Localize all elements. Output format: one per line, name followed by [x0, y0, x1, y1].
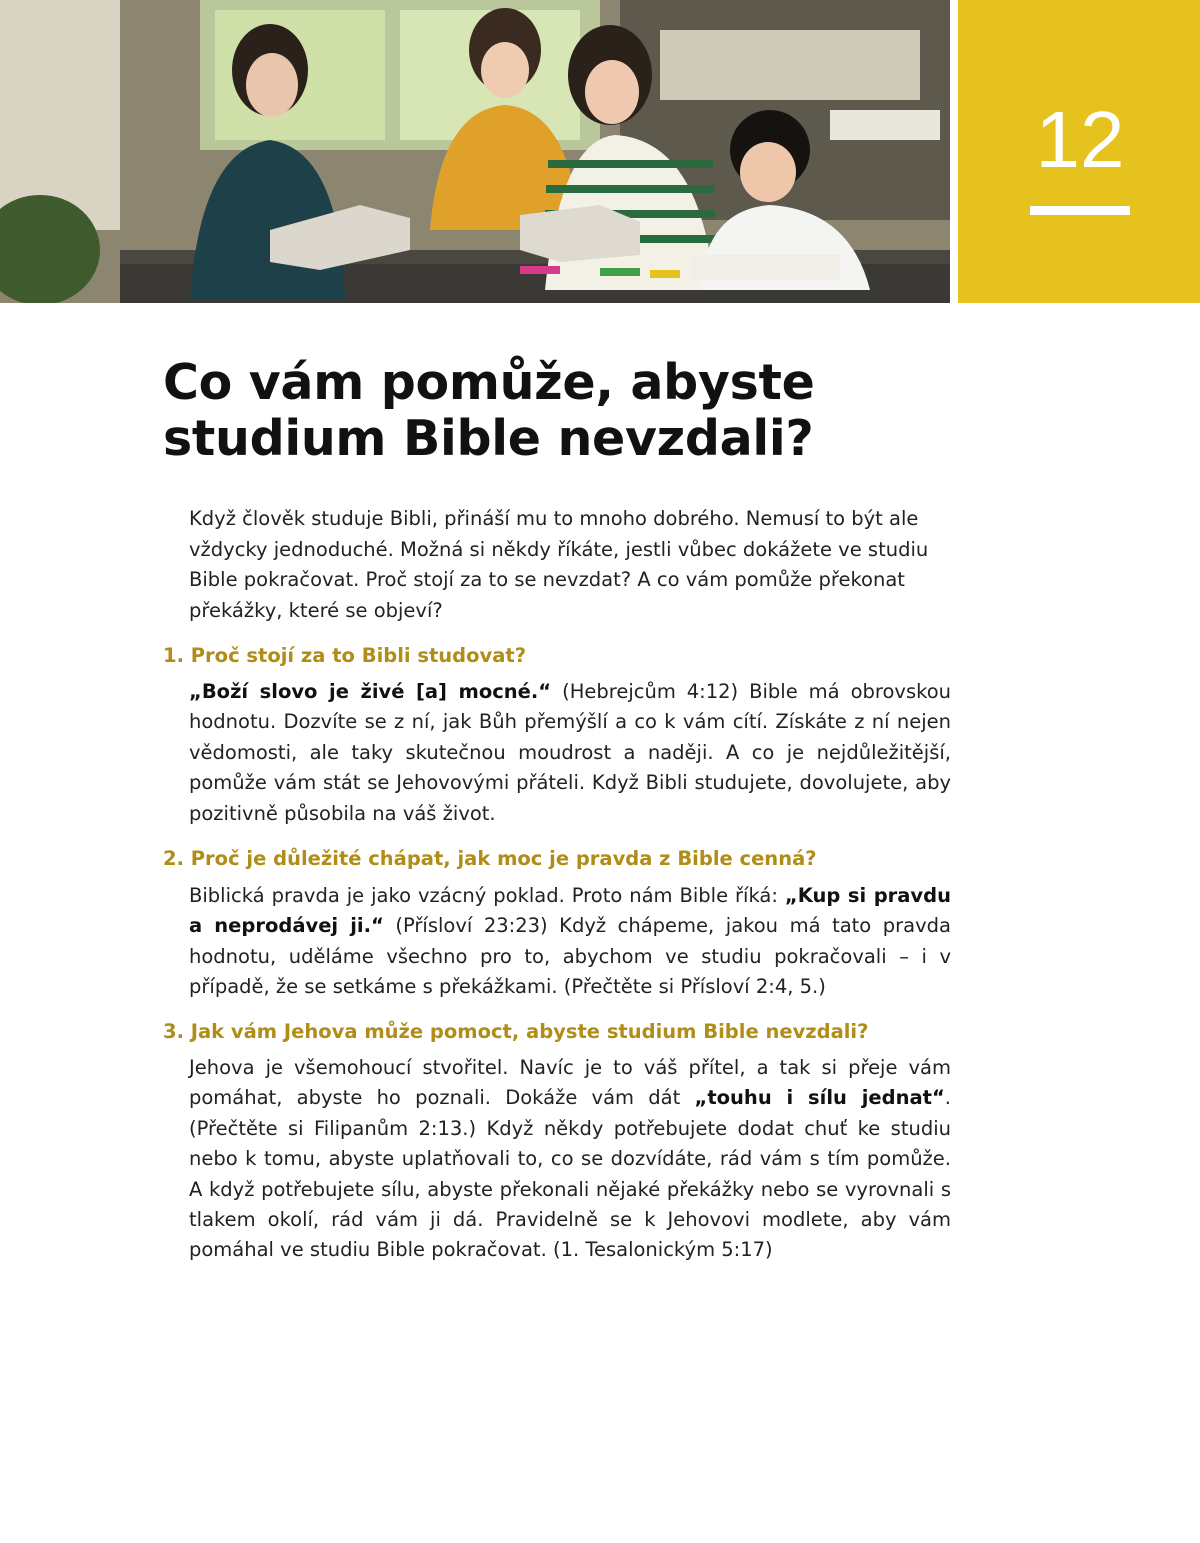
hero-photo: [0, 0, 950, 303]
chapter-number: 12: [1035, 95, 1125, 184]
question-heading-3: 3. Jak vám Jehova může pomoct, abyste studium Bible nevzdali?: [163, 1020, 869, 1043]
family-bible-study-illustration: [0, 0, 950, 303]
body-text: Jehova je všemohoucí stvořitel. Navíc je to váš přítel, a tak si přeje vám pomáhat, abyste ho poznali. Dokáže vám dát: [189, 1056, 951, 1110]
quoted-scripture: „Kup si pravdu a neprodávej ji.“: [189, 884, 951, 938]
body-text: Biblická pravda je jako vzácný poklad. Proto nám Bible říká:: [189, 884, 785, 907]
question-body-3: [189, 1053, 951, 1266]
chapter-badge: [958, 0, 1200, 303]
body-text: (Hebrejcům 4:12) Bible má obrovskou hodnotu. Dozvíte se z ní, jak Bůh přemýšlí a co k vám cítí. Získáte z ní nejen vědomosti, ale taky skutečnou moudrost a naději. A co je nejdůležitější, pomůže vám stát se Jehovovými přáteli. Když Bibli studujete, dovolujete, aby pozitivně působila na váš život.: [189, 680, 951, 825]
quoted-scripture: „Boží slovo je živé [a] mocné.“: [189, 680, 552, 703]
body-text: . (Přečtěte si Filipanům 2:13.) Když někdy potřebujete dodat chuť ke studiu nebo k tomu, abyste uplatňovali to, co se dozvídáte, rád vám s tím pomůže. A když potřebujete sílu, abyste překonali nějaké překážky nebo se vyrovnali s tlakem okolí, rád vám ji dá. Pravidelně se k Jehovovi modlete, aby vám pomáhal ve studiu Bible pokračovat. (1. Tesalonickým 5:17): [189, 1086, 951, 1262]
quoted-scripture: „touhu i sílu jednat“: [694, 1086, 945, 1110]
question-heading-1: 1. Proč stojí za to Bibli studovat?: [163, 644, 527, 667]
page-title: Co vám pomůže, abyste studium Bible nevzdali?: [163, 354, 815, 467]
body-text: (Přísloví 23:23) Když chápeme, jakou má tato pravda hodnotu, uděláme všechno pro to, abychom ve studiu pokračovali – i v případě, že se setkáme s překážkami. (Přečtěte si Přísloví 2:4, 5.): [189, 914, 951, 999]
question-body-1: [189, 677, 951, 829]
question-body-2: [189, 881, 951, 1003]
intro-paragraph: Když člověk studuje Bibli, přináší mu to mnoho dobrého. Nemusí to být ale vždycky jednoduché. Možná si někdy říkáte, jestli vůbec dokážete ve studiu Bible pokračovat. Proč stojí za to se nevzdat? A co vám pomůže překonat překážky, které se objeví?: [189, 507, 929, 622]
chapter-number-underline: [1030, 206, 1130, 215]
question-heading-2: 2. Proč je důležité chápat, jak moc je pravda z Bible cenná?: [163, 847, 817, 870]
